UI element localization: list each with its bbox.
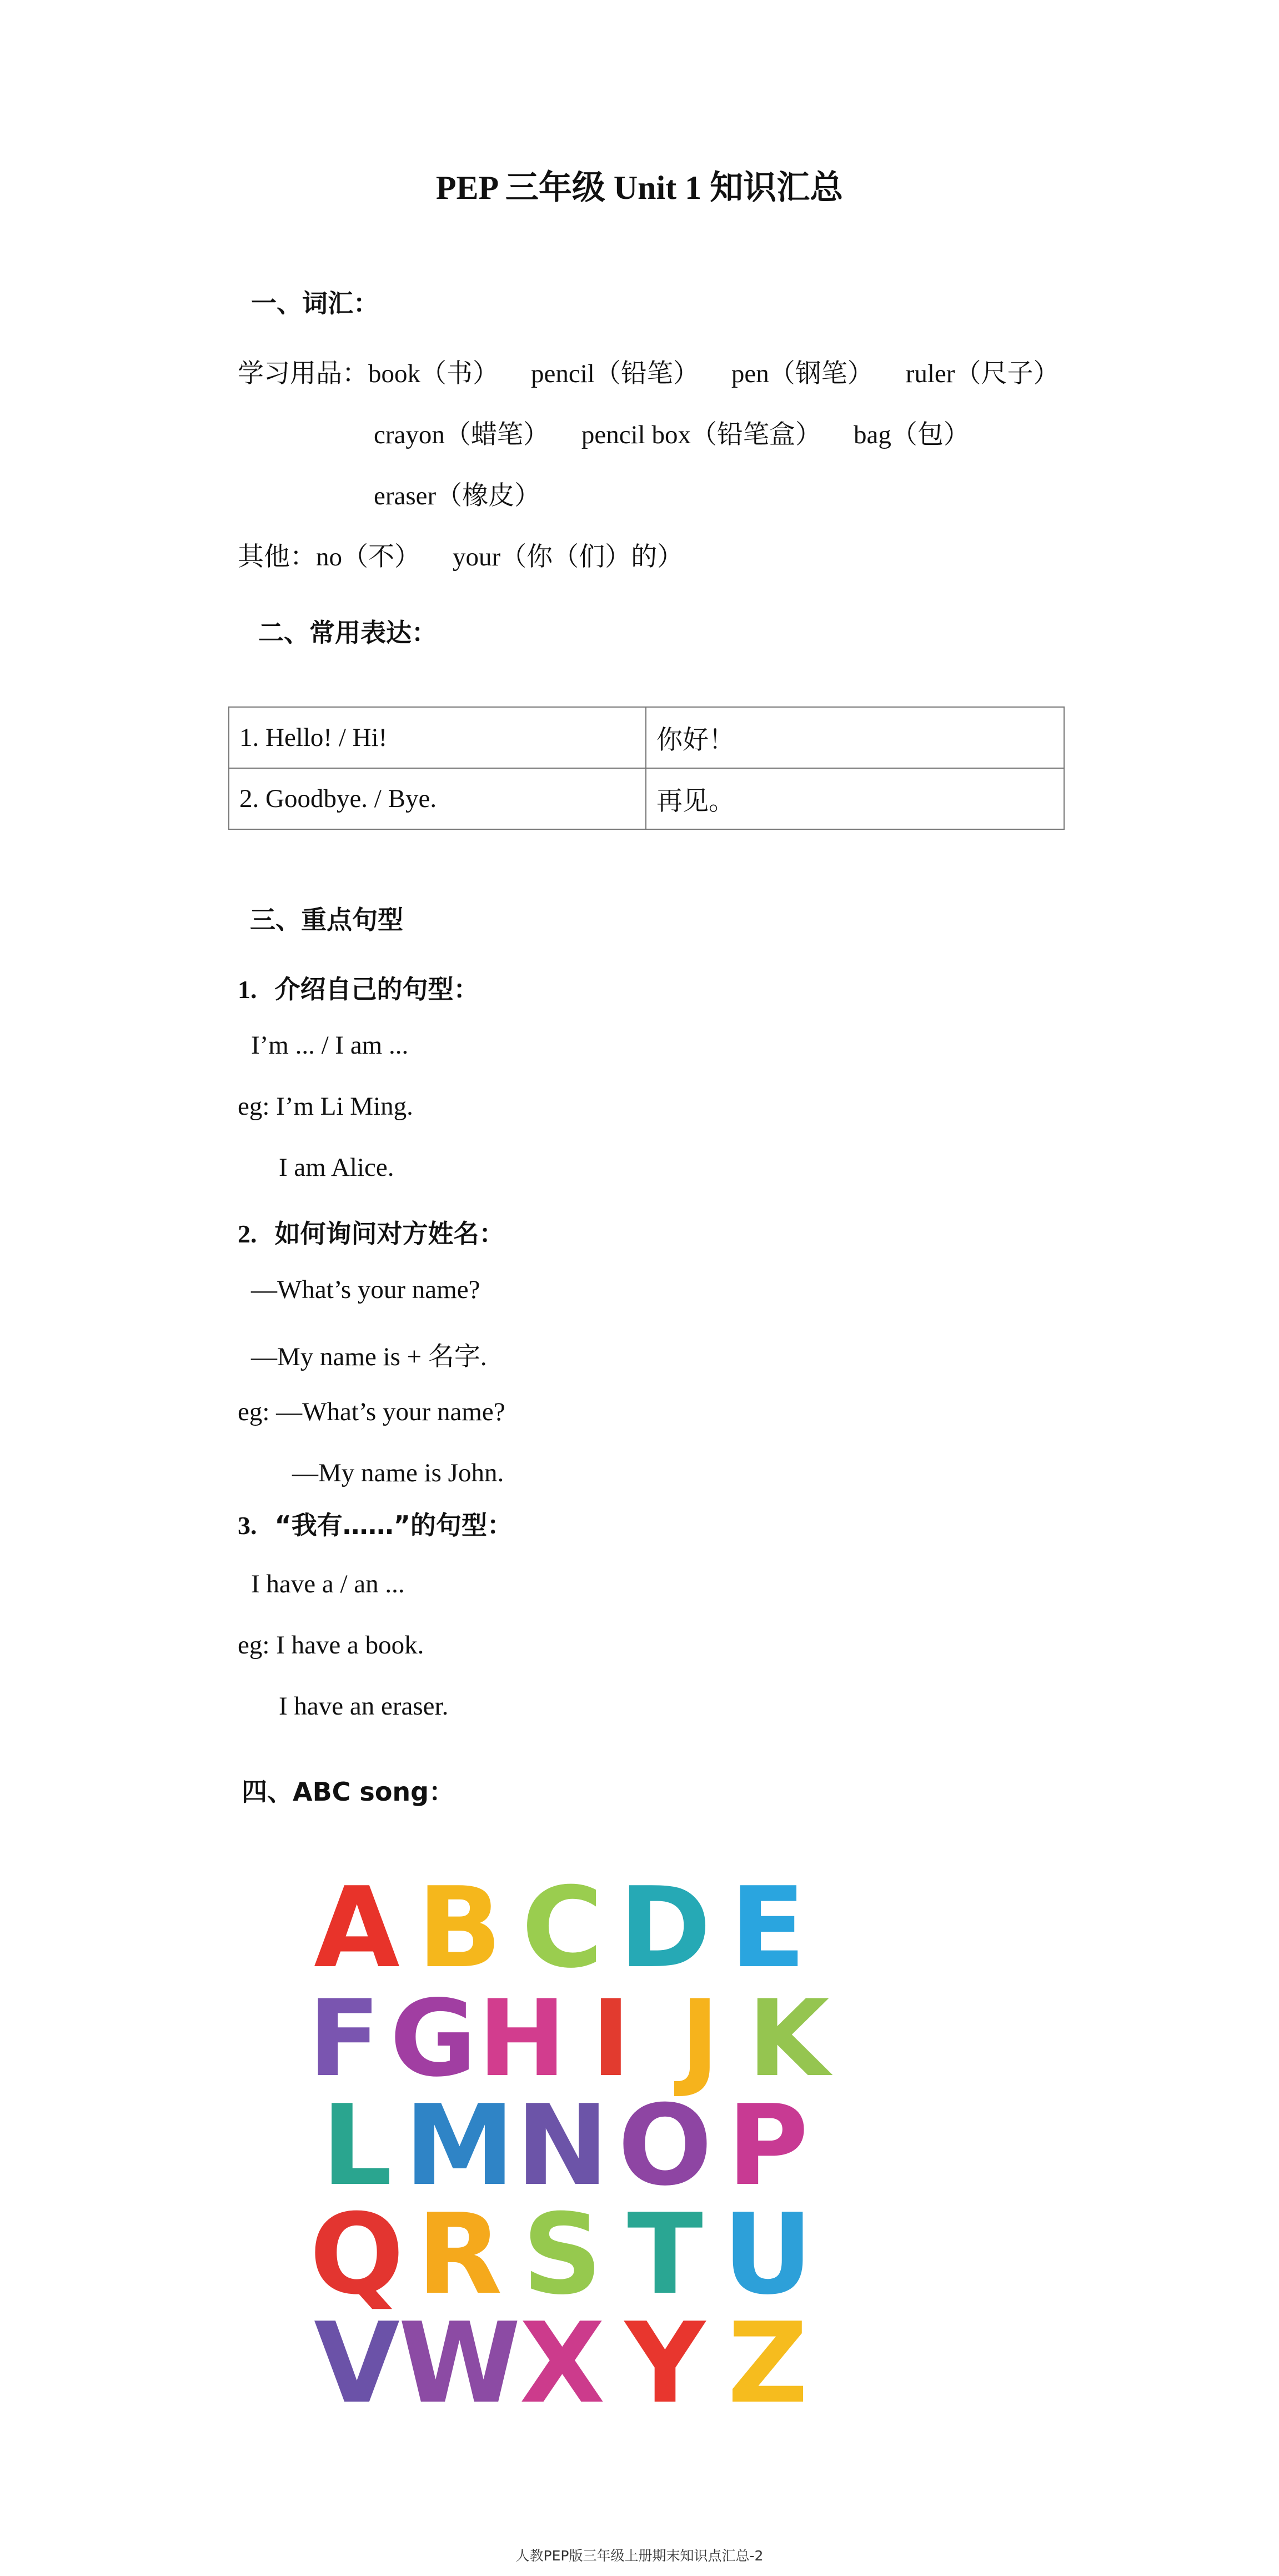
pattern-line: —My name is + 名字.	[251, 1342, 487, 1371]
letter-i: I	[591, 1977, 631, 2100]
letter-j: J	[680, 1977, 720, 2100]
pattern-2-heading: 2. 如何询问对方姓名：	[238, 1219, 505, 1249]
vocab-item: bag（包）	[853, 420, 970, 449]
vocab-line-1	[238, 353, 1091, 390]
pattern-3-heading: 3. “我有……”的句型：	[238, 1510, 513, 1540]
pattern-example: I have an eraser.	[279, 1692, 449, 1721]
letter-s: S	[522, 2190, 603, 2319]
vocab-item: pen（钢笔）	[731, 359, 874, 388]
vocab-item: no（不）	[316, 543, 420, 572]
vocab-heading: 一、词汇：	[251, 288, 379, 318]
letter-x: X	[519, 2299, 605, 2422]
expr-english: 1. Hello! / Hi!	[229, 707, 646, 768]
pattern-1-heading: 1. 介绍自己的句型：	[238, 974, 479, 1004]
letter-t: T	[627, 2190, 703, 2319]
letter-p: P	[727, 2081, 809, 2211]
page-title: PEP 三年级 Unit 1 知识汇总	[435, 169, 844, 206]
expr-chinese: 再见。	[646, 768, 1064, 829]
expressions-table	[228, 706, 1065, 830]
pattern-line: —What’s your name?	[251, 1275, 480, 1304]
vocab-item: eraser（橡皮）	[374, 482, 541, 510]
vocab-item: crayon（蜡笔）	[374, 420, 549, 449]
vocab-item: pencil box（铅笔盒）	[581, 420, 821, 449]
letter-o: O	[618, 2081, 713, 2211]
pattern-line: I have a / an ...	[251, 1570, 405, 1598]
table-row	[229, 768, 1064, 829]
alphabet-illustration	[278, 1855, 833, 2422]
vocab-item: pencil（铅笔）	[531, 359, 699, 388]
letter-d: D	[619, 1863, 711, 1993]
letter-f: F	[308, 1977, 380, 2100]
vocab-item: ruler（尺子）	[905, 359, 1060, 388]
page-footer: 人教PEP版三年级上册期末知识点汇总-2	[515, 2548, 764, 2564]
table-row	[229, 707, 1064, 768]
letter-y: Y	[625, 2299, 705, 2422]
vocab-line-2	[374, 414, 1002, 451]
expr-chinese: 你好！	[646, 707, 1064, 768]
pattern-example: eg: —What’s your name?	[238, 1397, 505, 1426]
letter-r: R	[417, 2190, 503, 2319]
letter-k: K	[748, 1977, 830, 2100]
key-sentences-heading: 三、重点句型	[250, 905, 403, 935]
letter-b: B	[417, 1863, 502, 1993]
letter-a: A	[314, 1863, 400, 1993]
vocab-item: your（你（们）的）	[453, 543, 684, 572]
letter-q: Q	[309, 2190, 404, 2319]
letter-m: M	[404, 2081, 515, 2211]
expr-english: 2. Goodbye. / Bye.	[229, 768, 646, 829]
letter-g: G	[390, 1977, 477, 2100]
letter-h: H	[478, 1977, 566, 2100]
letter-n: N	[515, 2081, 609, 2211]
pattern-line: I’m ... / I am ...	[251, 1031, 409, 1060]
vocab-others	[238, 536, 715, 573]
pattern-example: I am Alice.	[279, 1153, 394, 1182]
letter-l: L	[321, 2081, 393, 2211]
vocab-line-3	[374, 475, 573, 512]
pattern-example: —My name is John.	[292, 1459, 504, 1487]
vocab-item: book（书）	[368, 359, 499, 388]
letter-w: W	[398, 2299, 521, 2422]
expr-heading: 二、常用表达：	[258, 618, 437, 648]
letter-v: V	[314, 2299, 400, 2422]
pattern-example: eg: I’m Li Ming.	[238, 1092, 413, 1121]
pattern-example: eg: I have a book.	[238, 1631, 424, 1660]
letter-z: Z	[727, 2299, 809, 2422]
others-label: 其他：	[238, 542, 316, 572]
letter-c: C	[521, 1863, 603, 1993]
letter-e: E	[730, 1863, 806, 1993]
school-things-label: 学习用品：	[238, 358, 368, 389]
abc-heading: 四、ABC song：	[242, 1777, 455, 1807]
letter-u: U	[723, 2190, 813, 2319]
